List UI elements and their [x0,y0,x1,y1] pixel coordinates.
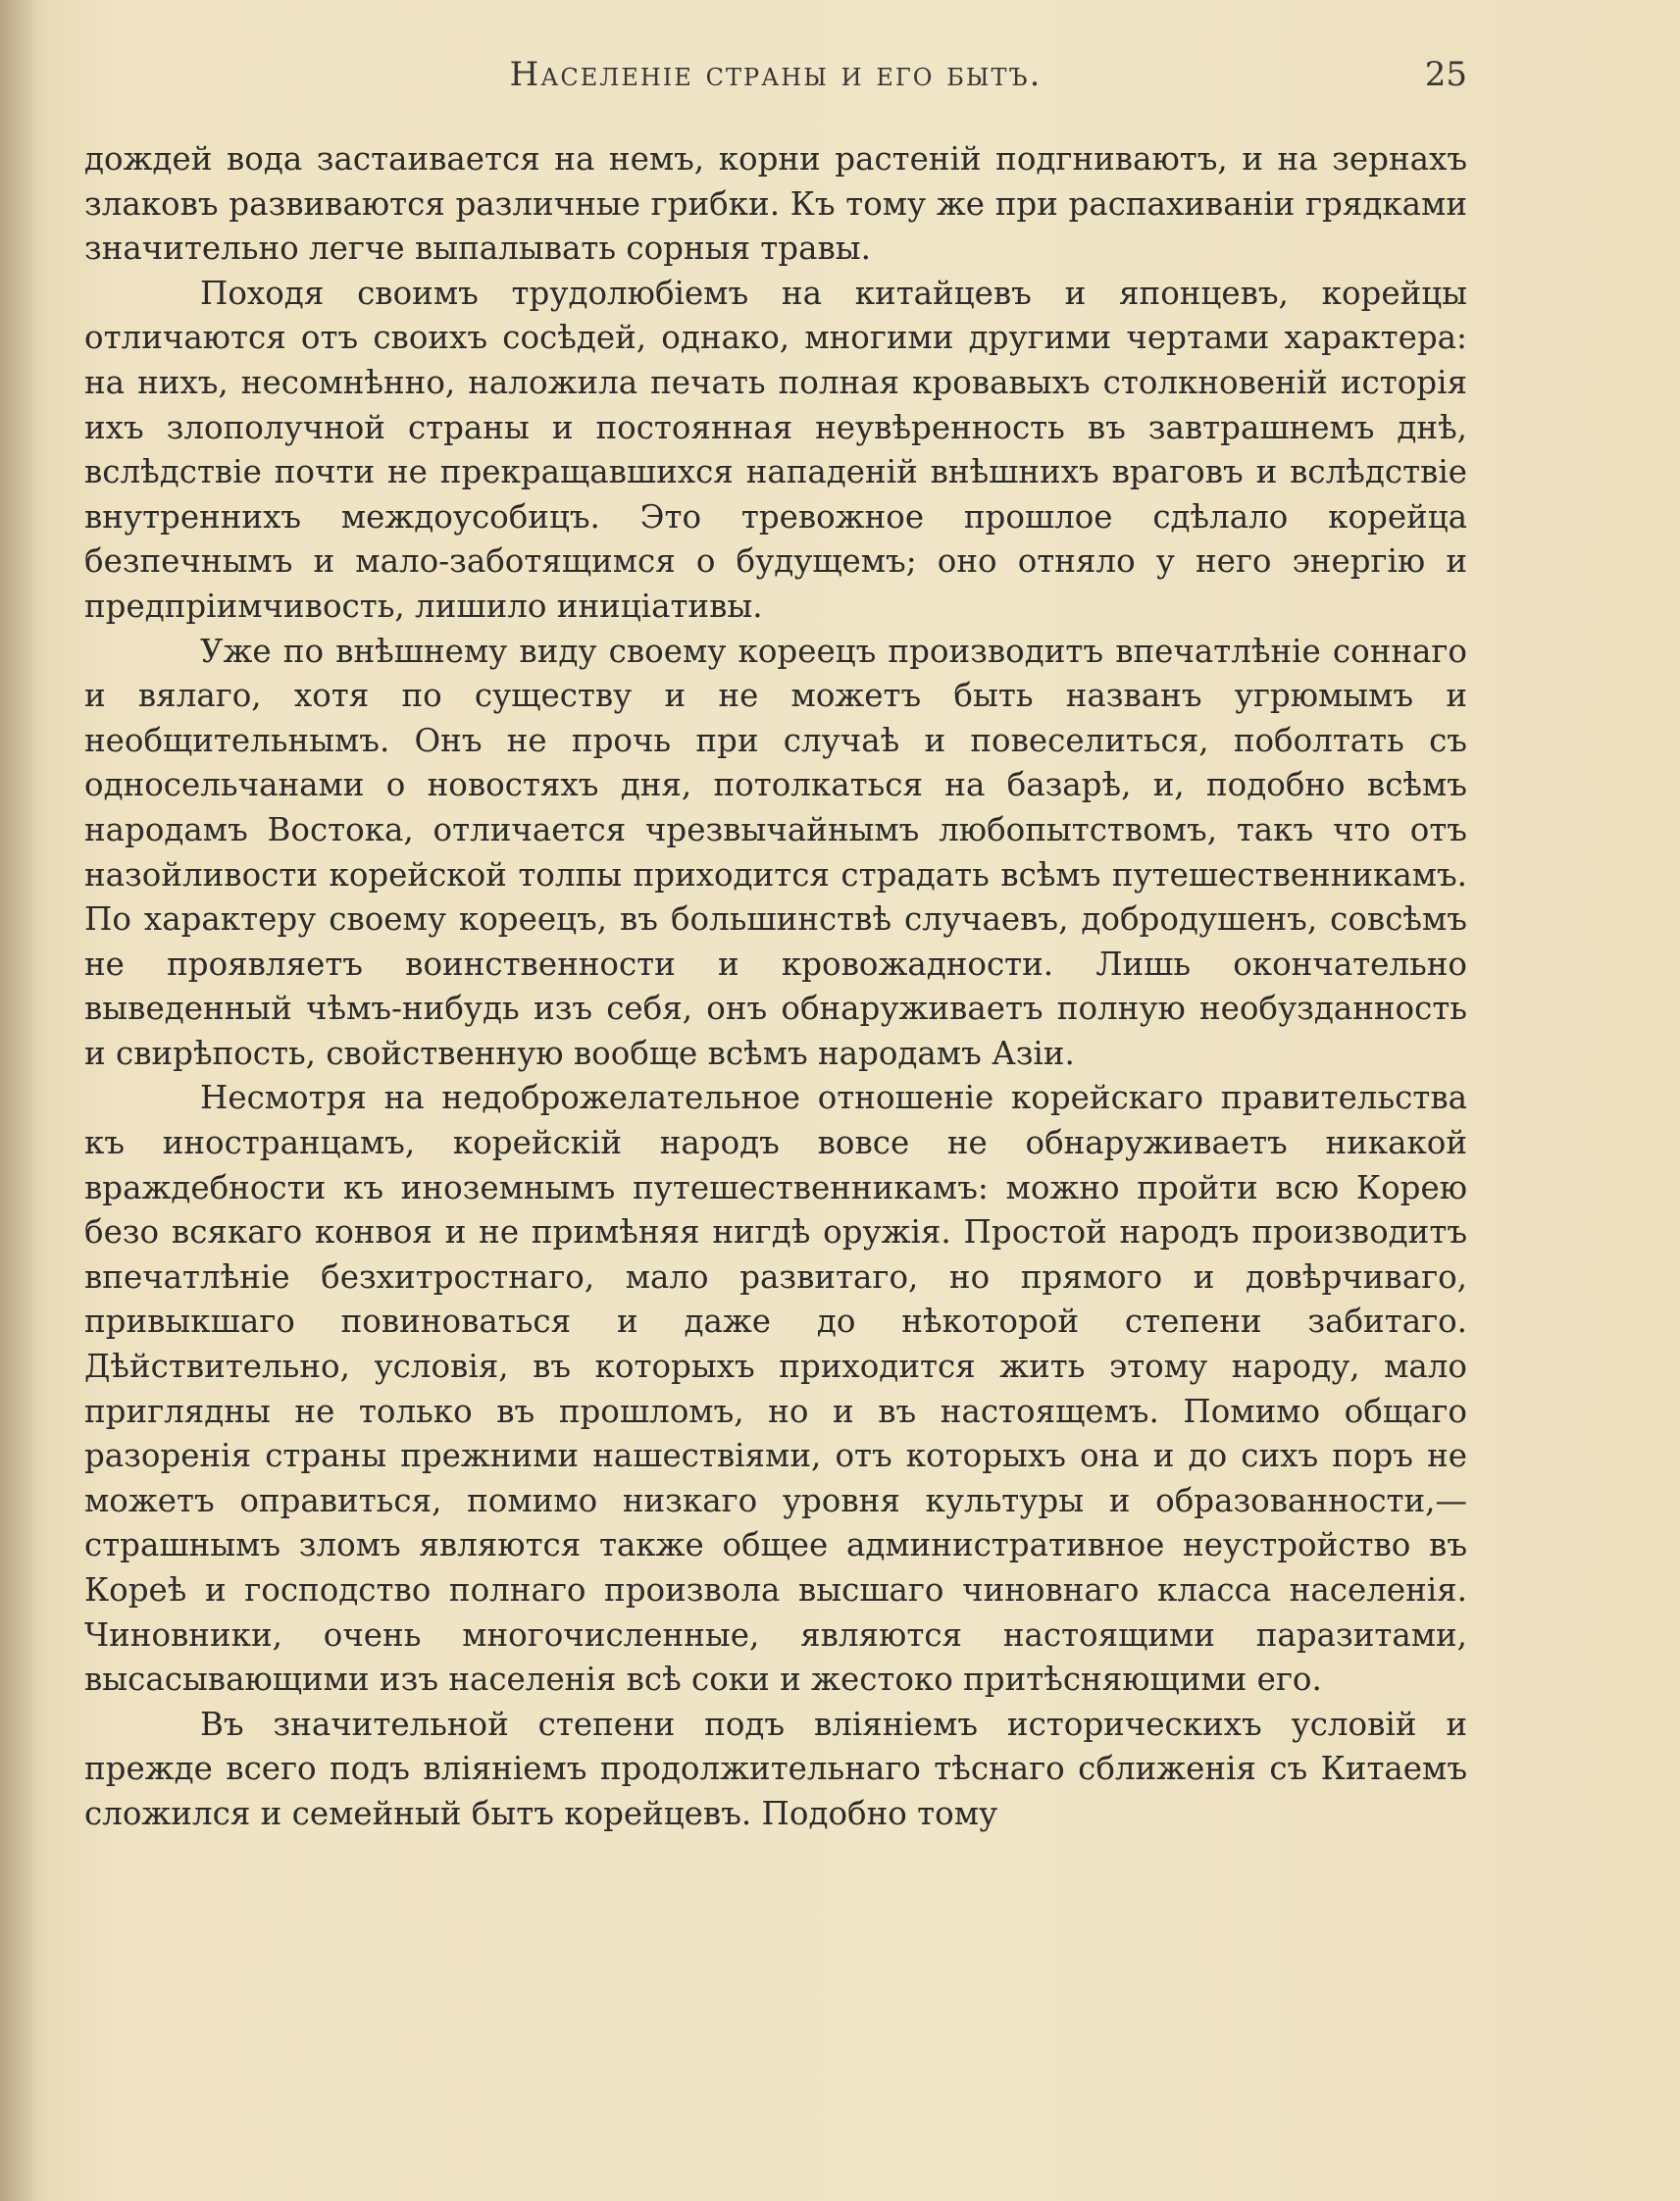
running-title: Населеніе страны и его бытъ. [509,55,1043,94]
paragraph-family-life: Въ значительной степени подъ вліяніемъ историческихъ условій и прежде всего подъ вліяніемъ продолжительнаго тѣснаго сближенія съ Китаемъ сложился и семейный бытъ корейцевъ. Подобно тому [84,1705,1467,1832]
binding-shadow [0,0,39,2201]
body-text [84,137,1467,1837]
paragraph-foreigners: Несмотря на недоброжелательное отношеніе корейскаго правительства къ иностранцамъ, корейскій народъ вовсе не обнаруживаетъ никакой враждебности къ иноземнымъ путешественникамъ: можно пройти всю Корею безо всякаго конвоя и не примѣняя нигдѣ оружія. Простой народъ производитъ впечатлѣніе безхитростнаго, мало развитаго, но прямого и довѣрчиваго, привыкшаго повиноваться и даже до нѣкоторой степени забитаго. Дѣйствительно, условія, въ которыхъ приходится жить этому народу, мало приглядны не только въ прошломъ, но и въ настоящемъ. Помимо общаго разоренія страны прежними нашествіями, отъ которыхъ она и до сихъ поръ не можетъ оправиться, помимо низкаго уровня культуры и образованности,—страшнымъ зломъ являются также общее административное неустройство въ Кореѣ и господство полнаго произвола высшаго чиновнаго класса населенія. Чиновники, очень многочисленные, являются настоящими паразитами, высасывающими изъ населенія всѣ соки и жестоко притѣсняющими его. [84,1079,1467,1699]
paragraph-appearance: Уже по внѣшнему виду своему кореецъ производитъ впечатлѣніе соннаго и вялаго, хотя по существу и не можетъ быть названъ угрюмымъ и необщительнымъ. Онъ не прочь при случаѣ и повеселиться, поболтать съ односельчанами о новостяхъ дня, потолкаться на базарѣ, и, подобно всѣмъ народамъ Востока, отличается чрезвычайнымъ любопытствомъ, такъ что отъ назойливости корейской толпы приходится страдать всѣмъ путешественникамъ. По характеру своему кореецъ, въ большинствѣ случаевъ, добродушенъ, совсѣмъ не проявляетъ воинственности и кровожадности. Лишь окончательно выведенный чѣмъ-нибудь изъ себя, онъ обнаруживаетъ полную необузданность и свирѣпость, свойственную вообще всѣмъ народамъ Азіи. [84,632,1467,1072]
running-header [84,51,1467,98]
paragraph-character: Походя своимъ трудолюбіемъ на китайцевъ и японцевъ, корейцы отличаются отъ своихъ сосѣдей, однако, многими другими чертами характера: на нихъ, несомнѣнно, наложила печать полная кровавыхъ столкновеній исторія ихъ злополучной страны и постоянная неувѣренность въ завтрашнемъ днѣ, вслѣдствіе почти не прекращавшихся нападеній внѣшнихъ враговъ и вслѣдствіе внутреннихъ междоусобицъ. Это тревожное прошлое сдѣлало корейца безпечнымъ и мало-заботящимся о будущемъ; оно отняло у него энергію и предпріимчивость, лишило иниціативы. [84,274,1467,625]
page-number: 25 [1424,55,1467,94]
paragraph-continued: дождей вода застаивается на немъ, корни растеній подгниваютъ, и на зернахъ злаковъ развиваются различные грибки. Къ тому же при распахиваніи грядками значительно легче выпалывать сорныя травы. [84,140,1467,268]
